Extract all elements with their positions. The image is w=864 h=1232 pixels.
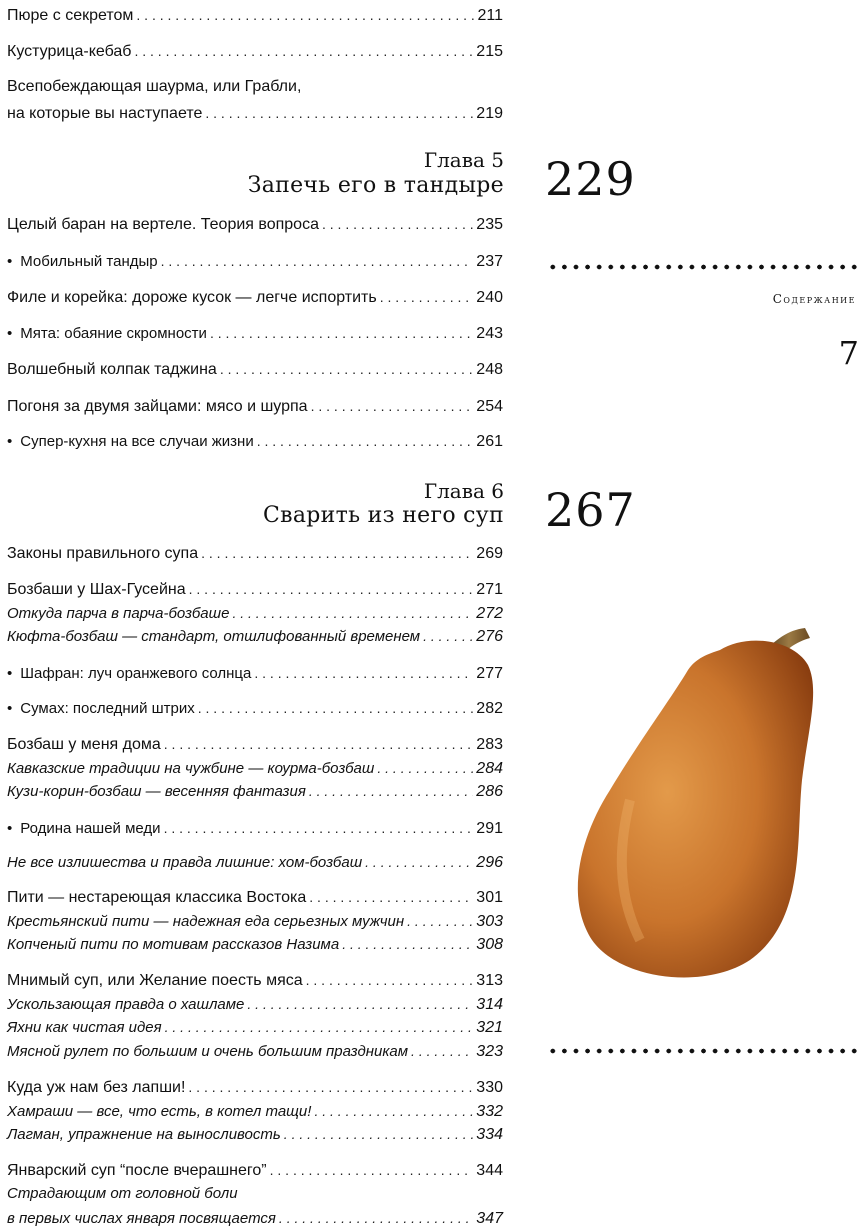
toc-entry[interactable] [7, 40, 503, 62]
toc-entry[interactable] [7, 578, 503, 600]
entry-page: 286 [476, 783, 503, 800]
entry-page: 347 [476, 1210, 503, 1227]
leader-dots [377, 757, 473, 779]
toc-entry[interactable] [7, 286, 503, 308]
entry-page: 215 [476, 43, 503, 60]
butternut-squash-image [570, 620, 820, 980]
leader-dots [247, 993, 473, 1015]
entry-page: 271 [476, 581, 503, 598]
entry-page: 235 [476, 216, 503, 233]
leader-dots [198, 697, 474, 719]
entry-title: Январский суп “после вчерашнего” [7, 1162, 267, 1179]
toc-subentry[interactable] [7, 851, 503, 873]
toc-entry[interactable] [7, 358, 503, 380]
entry-title: Кузи-корин-бозбаш — весенняя фантазия [7, 783, 306, 800]
page-number: 7 [838, 334, 859, 372]
entry-page: 314 [476, 996, 503, 1013]
entry-page: 296 [476, 854, 503, 871]
entry-title: Ускользающая правда о хашламе [7, 996, 245, 1013]
leader-dots [189, 578, 474, 600]
leader-dots [254, 662, 473, 684]
toc-entry[interactable] [7, 542, 503, 564]
leader-dots [201, 542, 473, 564]
leader-dots [161, 250, 474, 272]
chapter-6-title: Сварить из него суп [263, 503, 504, 528]
entry-title: Копченый пити по мотивам рассказов Назима [7, 936, 340, 953]
entry-title: Кюфта-бозбаш — стандарт, отшлифованный временем [7, 628, 421, 645]
entry-title: • Родина нашей меди [7, 818, 161, 840]
entry-title: Мнимый суп, или Желание поесть мяса [7, 972, 303, 989]
entry-title: • Сумах: последний штрих [7, 698, 195, 720]
toc-entry[interactable] [7, 102, 503, 124]
entry-title: • Мята: обаяние скромности [7, 323, 207, 345]
entry-title: на которые вы наступаете [7, 105, 203, 122]
leader-dots [136, 4, 474, 26]
entry-title: Целый баран на вертеле. Теория вопроса [7, 216, 319, 233]
leader-dots [322, 213, 473, 235]
entry-page: 313 [476, 972, 503, 989]
entry-title: • Шафран: луч оранжевого солнца [7, 663, 251, 685]
toc-entry-line: Всепобеждающая шаурма, или Грабли, [7, 78, 302, 95]
entry-page: 243 [476, 325, 503, 342]
entry-title: Филе и корейка: дороже кусок — легче испортить [7, 289, 377, 306]
entry-page: 254 [476, 398, 503, 415]
entry-title: • Супер-кухня на все случаи жизни [7, 431, 254, 453]
entry-page: 248 [476, 361, 503, 378]
leader-dots [423, 625, 473, 647]
entry-page: 272 [476, 605, 503, 622]
dotted-rule-bottom [547, 1048, 860, 1054]
leader-dots [342, 933, 473, 955]
entry-title: Хамраши — все, что есть, в котел тащи! [7, 1103, 312, 1120]
chapter-6-label: Глава 6 [423, 479, 504, 503]
chapter-5-label: Глава 5 [423, 148, 504, 172]
leader-dots [164, 733, 474, 755]
entry-page: 237 [476, 253, 503, 270]
toc-subentry[interactable] [7, 1207, 503, 1229]
entry-title: Волшебный колпак таджина [7, 361, 217, 378]
entry-page: 277 [476, 665, 503, 682]
toc-entry[interactable] [7, 1076, 503, 1098]
toc-subentry-line: Страдающим от головной боли [7, 1185, 238, 1202]
leader-dots [165, 1016, 474, 1038]
leader-dots [380, 286, 474, 308]
entry-page: 321 [476, 1019, 503, 1036]
leader-dots [134, 40, 473, 62]
leader-dots [279, 1207, 473, 1229]
toc-subentry[interactable] [7, 602, 503, 624]
entry-page: 283 [476, 736, 503, 753]
dotted-rule-top [547, 264, 860, 270]
entry-page: 282 [476, 700, 503, 717]
entry-page: 276 [476, 628, 503, 645]
entry-page: 219 [476, 105, 503, 122]
leader-dots [411, 1040, 473, 1062]
entry-page: 240 [476, 289, 503, 306]
leader-dots [314, 1100, 473, 1122]
toc-entry[interactable] [7, 250, 503, 272]
entry-page: 332 [476, 1103, 503, 1120]
entry-page: 323 [476, 1043, 503, 1060]
entry-title: Куда уж нам без лапши! [7, 1079, 186, 1096]
toc-subentry[interactable] [7, 757, 503, 779]
chapter-6-page-number: 267 [545, 483, 636, 537]
leader-dots [365, 851, 473, 873]
leader-dots [311, 395, 474, 417]
entry-title: Пюре с секретом [7, 7, 134, 24]
entry-title: Кустурица-кебаб [7, 43, 132, 60]
toc-entry[interactable] [7, 817, 503, 839]
entry-page: 269 [476, 545, 503, 562]
toc-entry[interactable] [7, 4, 503, 26]
entry-title: • Мобильный тандыр [7, 251, 158, 273]
toc-entry[interactable] [7, 733, 503, 755]
entry-page: 334 [476, 1126, 503, 1143]
entry-page: 303 [476, 913, 503, 930]
entry-page: 291 [476, 820, 503, 837]
toc-entry[interactable] [7, 969, 503, 991]
leader-dots [306, 969, 474, 991]
leader-dots [257, 430, 474, 452]
entry-title: Погоня за двумя зайцами: мясо и шурпа [7, 398, 308, 415]
toc-entry[interactable] [7, 395, 503, 417]
toc-entry[interactable] [7, 213, 503, 235]
toc-subentry[interactable] [7, 933, 503, 955]
entry-page: 344 [476, 1162, 503, 1179]
entry-page: 301 [476, 889, 503, 906]
entry-title: Не все излишества и правда лишние: хом-бозбаш [7, 854, 363, 871]
leader-dots [188, 1076, 473, 1098]
entry-title: Пити — нестареющая классика Востока [7, 889, 307, 906]
toc-subentry[interactable] [7, 780, 503, 802]
leader-dots [407, 910, 473, 932]
toc-entry[interactable] [7, 886, 503, 908]
chapter-5-title: Запечь его в тандыре [247, 173, 504, 198]
leader-dots [284, 1123, 474, 1145]
toc-subentry[interactable] [7, 625, 503, 647]
leader-dots [164, 817, 474, 839]
toc-subentry[interactable] [7, 1016, 503, 1038]
leader-dots [232, 602, 473, 624]
toc-entry[interactable] [7, 430, 503, 452]
entry-page: 308 [476, 936, 503, 953]
entry-page: 211 [477, 7, 503, 24]
leader-dots [309, 780, 473, 802]
squash-body [578, 641, 813, 978]
toc-entry[interactable] [7, 322, 503, 344]
leader-dots [270, 1159, 474, 1181]
entry-title: Откуда парча в парча-бозбаше [7, 605, 230, 622]
toc-entry[interactable] [7, 662, 503, 684]
entry-title: Мясной рулет по большим и очень большим праздникам [7, 1043, 409, 1060]
leader-dots [220, 358, 473, 380]
entry-title: Законы правильного супа [7, 545, 199, 562]
entry-title: Крестьянский пити — надежная еда серьезных мужчин [7, 913, 405, 930]
chapter-5-page-number: 229 [545, 152, 636, 206]
running-head: Содержание [772, 292, 856, 306]
toc-subentry[interactable] [7, 993, 503, 1015]
entry-title: Кавказские традиции на чужбине — коурма-бозбаш [7, 760, 375, 777]
leader-dots [210, 322, 473, 344]
toc-subentry[interactable] [7, 1123, 503, 1145]
entry-title: в первых числах января посвящается [7, 1210, 276, 1227]
entry-page: 284 [476, 760, 503, 777]
toc-entry[interactable] [7, 697, 503, 719]
leader-dots [205, 102, 473, 124]
entry-title: Лагман, упражнение на выносливость [7, 1126, 281, 1143]
entry-title: Бозбаши у Шах-Гусейна [7, 581, 186, 598]
entry-page: 330 [476, 1079, 503, 1096]
toc-subentry[interactable] [7, 1040, 503, 1062]
leader-dots [309, 886, 473, 908]
entry-page: 261 [476, 433, 503, 450]
toc-subentry[interactable] [7, 910, 503, 932]
toc-subentry[interactable] [7, 1100, 503, 1122]
entry-title: Бозбаш у меня дома [7, 736, 161, 753]
entry-title: Яхни как чистая идея [7, 1019, 162, 1036]
toc-entry[interactable] [7, 1159, 503, 1181]
